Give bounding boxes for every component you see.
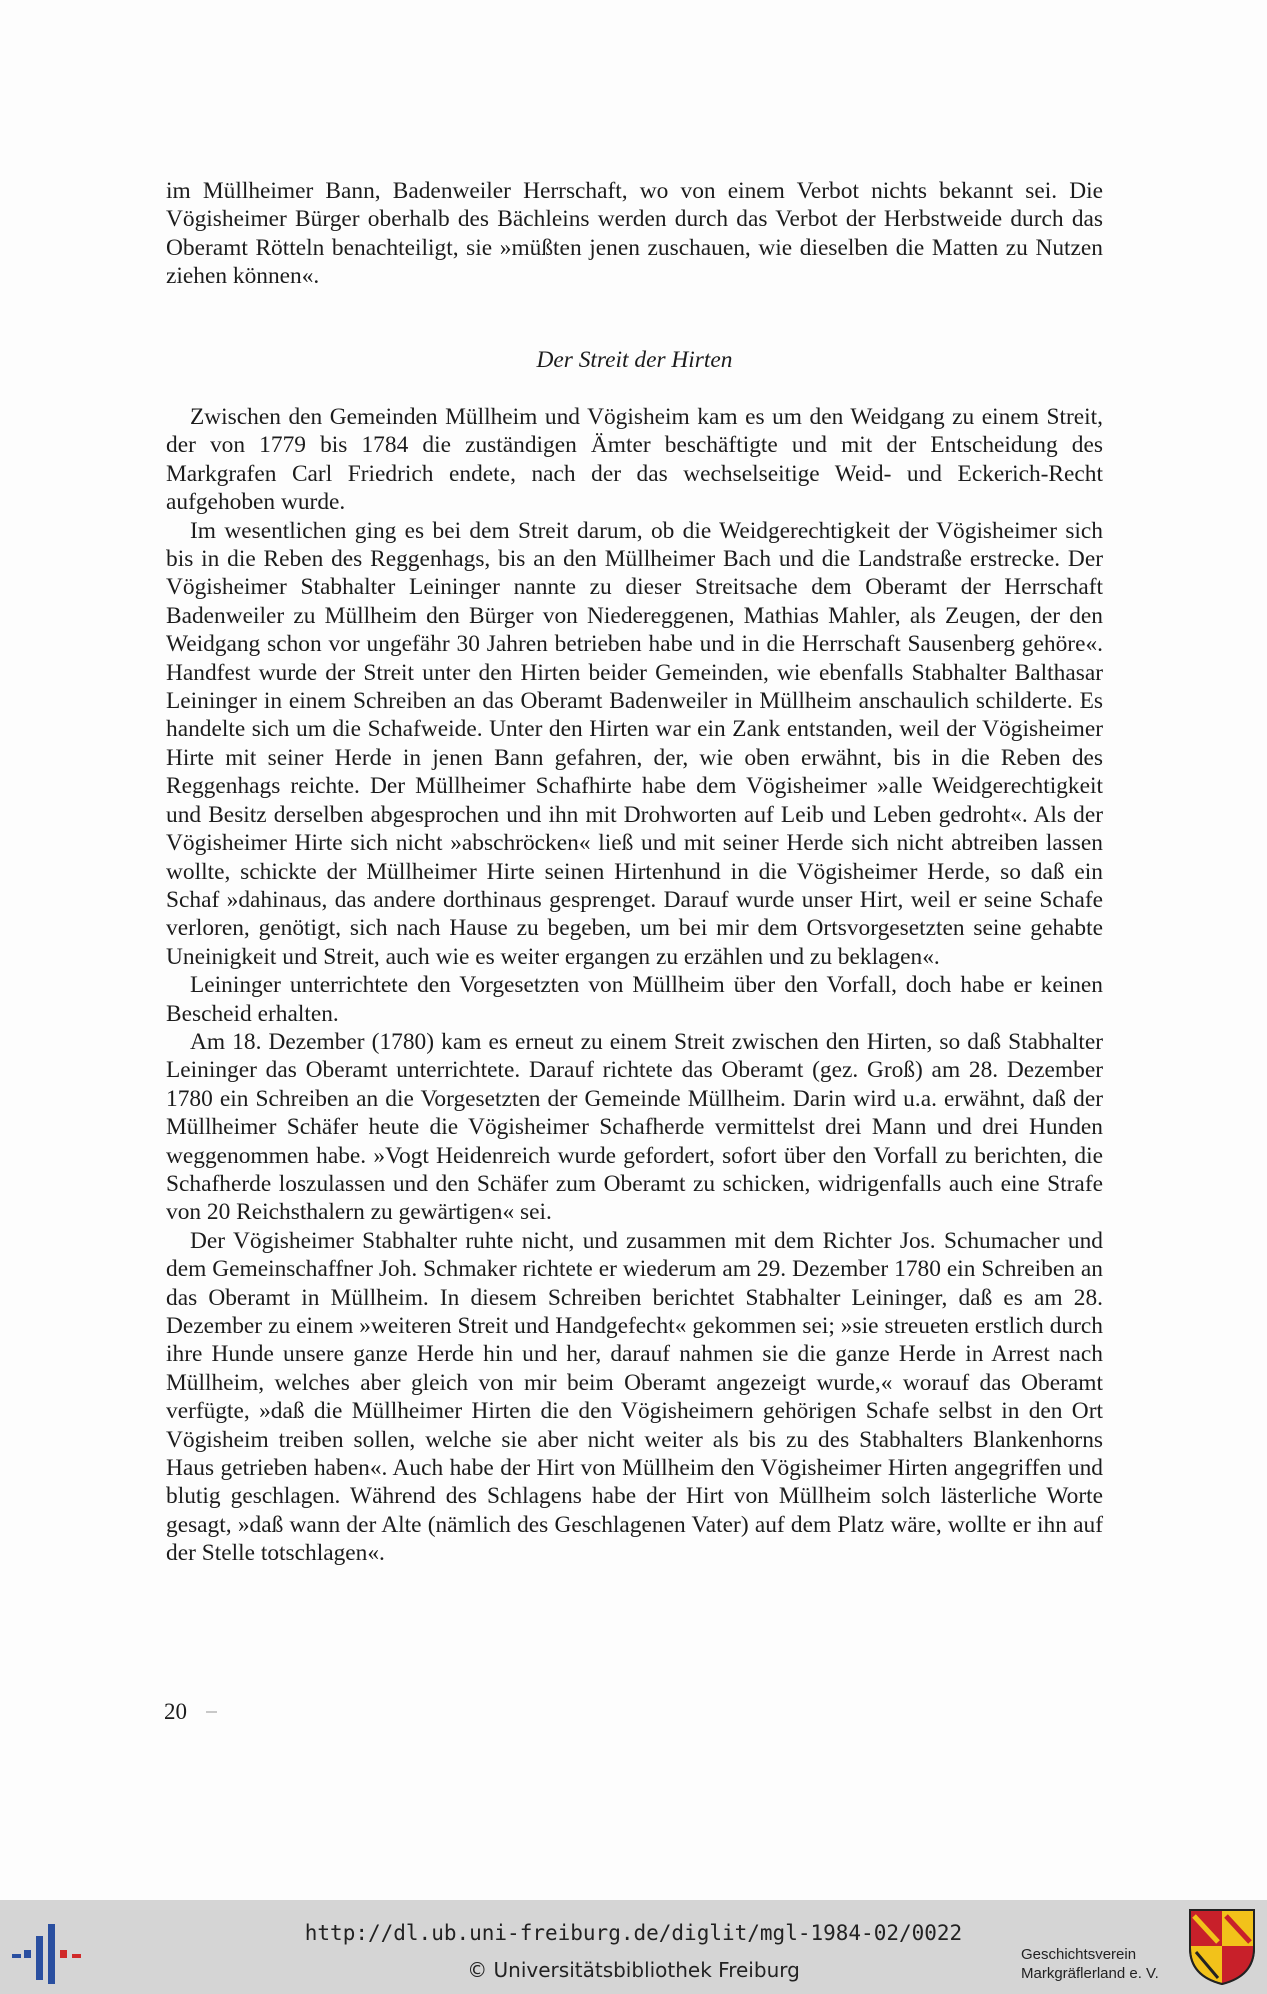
body-paragraph: Leininger unterrichtete den Vorgesetzten von Müllheim über den Vorfall, doch habe er keinen Bescheid erhalten. <box>166 972 1103 1027</box>
body-paragraph: Am 18. Dezember (1780) kam es erneut zu einem Streit zwischen den Hirten, so daß Stabhalter Leininger das Oberamt unterrichtete. Darauf richtete das Oberamt (gez. Groß) am 28. Dezember 1780 ein Schreiben an die Vorgesetzten der Gemeinde Müllheim. Darin wird u.a. erwähnt, daß der Müllheimer Schäfer heute die Vögisheimer Schafherde vermittelst drei Mann und drei Hunden weggenommen habe. »Vogt Heidenreich wurde gefordert, sofort über den Vorfall zu berichten, die Schafherde loszulassen und den Schäfer zum Oberamt zu schicken, widrigenfalls auch eine Strafe von 20 Reichsthalern zu gewärtigen« sei. <box>166 1028 1103 1226</box>
body-paragraph: Im wesentlichen ging es bei dem Streit darum, ob die Weidgerechtigkeit der Vögisheimer sich bis in die Reben des Reggenhags, bis an den Müllheimer Bach und die Landstraße erstrecke. Der Vögisheimer Stabhalter Leininger nannte zu dieser Streitsache dem Oberamt der Herrschaft Badenweiler zu Müllheim den Bürger von Niedereggenen, Mathias Mahler, als Zeugen, der den Weidgang schon vor ungefähr 30 Jahren betrieben habe und in die Herrschaft Sausenberg gehöre«. Handfest wurde der Streit unter den Hirten beider Gemeinden, wie ebenfalls Stabhalter Balthasar Leininger in einem Schreiben an das Oberamt Badenweiler in Müllheim anschaulich schilderte. Es handelte sich um die Schafweide. Unter den Hirten war ein Zank entstanden, weil der Vögisheimer Hirte mit seiner Herde in jenen Bann gefahren, der, wie oben erwähnt, bis in die Reben des Reggenhags reichte. Der Müllheimer Schafhirte habe dem Vögisheimer »alle Weidgerechtigkeit und Besitz derselben abgesprochen und ihn mit Drohworten auf Leib und Leben gedroht«. Als der Vögisheimer Hirte sich nicht »abschröcken« ließ und mit seiner Herde sich nicht abtreiben lassen wollte, schickte der Müllheimer Hirte seinen Hirtenhund in die Vögisheimer Herde, so daß ein Schaf »dahinaus, das andere dorthinaus gesprenget. Darauf wurde unser Hirt, weil er seine Schafe verloren, genötigt, sich nach Hause zu begeben, um bei mir dem Ortsvorgesetzten seine gehabte Uneinigkeit und Streit, auch wie es weiter ergangen zu erzählen und zu beklagen«. <box>166 517 1103 970</box>
intro-paragraph-block <box>166 177 1103 291</box>
section-heading: Der Streit der Hirten <box>536 347 733 373</box>
footer-copyright: © Universitätsbibliothek Freiburg <box>467 1958 800 1982</box>
society-name <box>1021 1945 1181 1983</box>
body-paragraph: Zwischen den Gemeinden Müllheim und Vögisheim kam es um den Weidgang zu einem Streit, der von 1779 bis 1784 die zuständigen Ämter beschäftigte und mit der Entscheidung des Markgrafen Carl Friedrich endete, nach der das wechselseitige Weid- und Eckerich-Recht aufgehoben wurde. <box>166 404 1103 516</box>
society-name-line1: Geschichtsverein <box>1021 1946 1137 1963</box>
coat-of-arms-icon <box>1188 1908 1256 1986</box>
footer-bar <box>0 1900 1267 1994</box>
crest-graphic <box>1188 1908 1256 1986</box>
body-text <box>166 403 1103 1568</box>
page-number: 20 <box>164 1699 187 1724</box>
footer-url-link[interactable]: http://dl.ub.uni-freiburg.de/diglit/mgl-1984-02/0022 <box>304 1921 963 1945</box>
society-name-line2: Markgräflerland e. V. <box>1021 1965 1159 1982</box>
page-number-mark <box>206 1711 217 1713</box>
intro-paragraph: im Müllheimer Bann, Badenweiler Herrschaft, wo von einem Verbot nichts bekannt sei. Die Vögisheimer Bürger oberhalb des Bächleins werden durch das Verbot der Herbstweide durch das Oberamt Rötteln benachteiligt, sie »müßten jenen zuschauen, wie dieselben die Matten zu Nutzen ziehen können«. <box>166 178 1103 290</box>
body-paragraph: Der Vögisheimer Stabhalter ruhte nicht, und zusammen mit dem Richter Jos. Schumacher und dem Gemeinschaffner Joh. Schmaker richtete er wiederum am 29. Dezember 1780 ein Schreiben an das Oberamt in Müllheim. In diesem Schreiben berichtet Stabhalter Leininger, daß es am 28. Dezember zu einem »weiteren Streit und Handgefecht« gekommen sei; »sie streueten erstlich durch ihre Hunde unsere ganze Herde hin und her, darauf nahmen sie die ganze Herde in Arrest nach Müllheim, welches aber gleich von mir beim Oberamt angezeigt wurde,« worauf das Oberamt verfügte, »daß die Müllheimer Hirten die den Vögisheimern gehörigen Schafe selbst in den Ort Vögisheim treiben sollen, welche sie aber nicht weiter als bis zu des Stabhalters Blankenhorns Haus getrieben haben«. Auch habe der Hirt von Müllheim den Vögisheimer Hirten angegriffen und blutig geschlagen. Während des Schlagens habe der Hirt von Müllheim solch lästerliche Worte gesagt, »daß wann der Alte (nämlich des Geschlagenen Vater) auf dem Platz wäre, wollte er ihn auf der Stelle totschlagen«. <box>166 1227 1103 1567</box>
